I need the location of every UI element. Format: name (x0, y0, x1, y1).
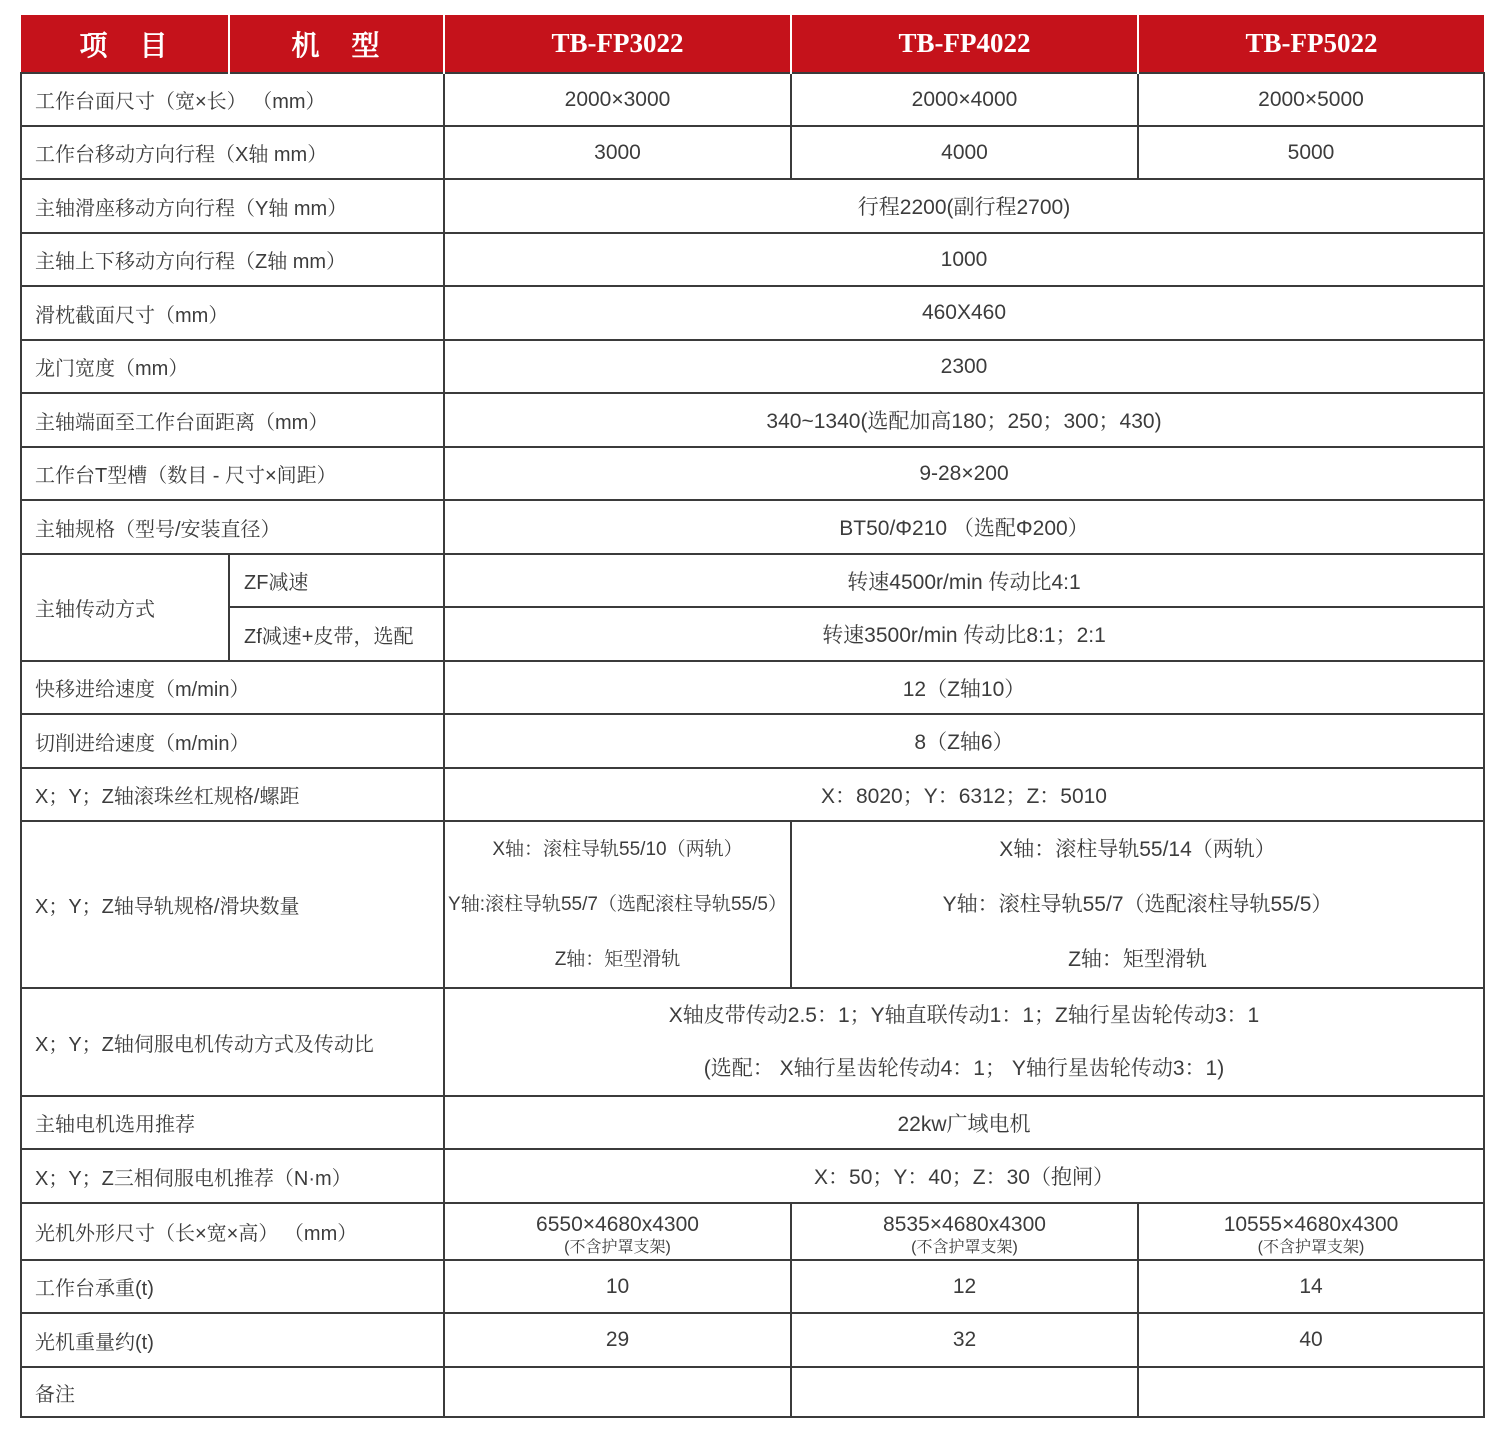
ballscrew-value: X：8020；Y：6312；Z：5010 (444, 768, 1484, 821)
row-label-y-travel: 主轴滑座移动方向行程（Y轴 mm） (21, 179, 444, 233)
header-model-tb-fp5022: TB-FP5022 (1138, 15, 1484, 73)
guideway-fp3022-y: Y轴:滚柱导轨55/7（选配滚柱导轨55/5） (448, 894, 787, 915)
servo-drive-line2: (选配： X轴行星齿轮传动4：1； Y轴行星齿轮传动3：1) (703, 1057, 1225, 1080)
remarks-fp4022 (791, 1367, 1138, 1417)
remarks-fp5022 (1138, 1367, 1484, 1417)
table-size-fp4022: 2000×4000 (791, 73, 1138, 126)
header-row (21, 15, 1484, 73)
row-label-servo-motor: X；Y；Z三相伺服电机推荐（N·m） (21, 1149, 444, 1203)
row-label-dimensions: 光机外形尺寸（长×宽×高） （mm） (21, 1203, 444, 1260)
t-slot-value: 9-28×200 (444, 447, 1484, 500)
row-gantry-width (21, 340, 1484, 393)
row-label-rapid-feed: 快移进给速度（m/min） (21, 661, 444, 714)
guideway-fp4022-z: Z轴：矩型滑轨 (1068, 948, 1207, 971)
servo-drive-line1: X轴皮带传动2.5：1；Y轴直联传动1：1；Z轴行星齿轮传动3：1 (668, 1004, 1260, 1027)
row-remarks (21, 1367, 1484, 1417)
row-t-slot (21, 447, 1484, 500)
guideway-fp4022-5022-cell (791, 821, 1484, 988)
table-load-fp3022: 10 (444, 1260, 791, 1313)
row-label-spindle-spec: 主轴规格（型号/安装直径） (21, 500, 444, 554)
cutting-feed-value: 8（Z轴6） (444, 714, 1484, 768)
row-label-spindle-motor: 主轴电机选用推荐 (21, 1096, 444, 1149)
row-label-spindle-drive: 主轴传动方式 (21, 554, 229, 661)
x-travel-fp4022: 4000 (791, 126, 1138, 179)
row-label-remarks: 备注 (21, 1367, 444, 1417)
spindle-spec-value: BT50/Φ210 （选配Φ200） (444, 500, 1484, 554)
spindle-to-table-value: 340~1340(选配加高180；250；300；430) (444, 393, 1484, 447)
row-label-ballscrew: X；Y；Z轴滚珠丝杠规格/螺距 (21, 768, 444, 821)
z-travel-value: 1000 (444, 233, 1484, 286)
guideway-fp3022-x: X轴：滚柱导轨55/10（两轨） (492, 839, 743, 860)
table-size-fp3022: 2000×3000 (444, 73, 791, 126)
spindle-drive-sublabel-belt: Zf减速+皮带，选配 (229, 607, 444, 661)
dimensions-fp5022-note: (不含护罩支架) (1257, 1239, 1365, 1256)
spindle-motor-value: 22kw广域电机 (444, 1096, 1484, 1149)
row-label-machine-weight: 光机重量约(t) (21, 1313, 444, 1367)
guideway-fp4022-y: Y轴：滚柱导轨55/7（选配滚柱导轨55/5） (942, 893, 1333, 916)
rapid-feed-value: 12（Z轴10） (444, 661, 1484, 714)
header-item-label: 项 目 (21, 15, 229, 73)
machine-weight-fp3022: 29 (444, 1313, 791, 1367)
row-label-table-load: 工作台承重(t) (21, 1260, 444, 1313)
row-label-gantry-width: 龙门宽度（mm） (21, 340, 444, 393)
row-spindle-motor (21, 1096, 1484, 1149)
header-model-tb-fp4022: TB-FP4022 (791, 15, 1138, 73)
remarks-fp3022 (444, 1367, 791, 1417)
row-label-x-travel: 工作台移动方向行程（X轴 mm） (21, 126, 444, 179)
dimensions-fp4022-value: 8535×4680x4300 (883, 1213, 1046, 1236)
row-label-spindle-to-table: 主轴端面至工作台面距离（mm） (21, 393, 444, 447)
row-label-cutting-feed: 切削进给速度（m/min） (21, 714, 444, 768)
guideway-fp4022-x: X轴：滚柱导轨55/14（两轨） (999, 838, 1276, 861)
guideway-fp3022-z: Z轴：矩型滑轨 (554, 949, 681, 970)
machine-weight-fp4022: 32 (791, 1313, 1138, 1367)
header-model-tb-fp3022: TB-FP3022 (444, 15, 791, 73)
dimensions-fp3022-cell (444, 1203, 791, 1260)
row-label-ram-section: 滑枕截面尺寸（mm） (21, 286, 444, 340)
machine-weight-fp5022: 40 (1138, 1313, 1484, 1367)
row-label-t-slot: 工作台T型槽（数目 - 尺寸×间距） (21, 447, 444, 500)
spindle-drive-sublabel-zf: ZF减速 (229, 554, 444, 607)
y-travel-value: 行程2200(副行程2700) (444, 179, 1484, 233)
row-spindle-drive-belt (21, 607, 1484, 661)
gantry-width-value: 2300 (444, 340, 1484, 393)
row-servo-motor (21, 1149, 1484, 1203)
row-table-load (21, 1260, 1484, 1313)
dimensions-fp3022-note: (不含护罩支架) (564, 1239, 671, 1256)
dimensions-fp3022-value: 6550×4680x4300 (536, 1213, 699, 1236)
header-model-label: 机 型 (229, 15, 444, 73)
row-guideway (21, 821, 1484, 988)
row-label-table-size: 工作台面尺寸（宽×长） （mm） (21, 73, 444, 126)
row-spindle-drive-zf (21, 554, 1484, 607)
dimensions-fp5022-cell (1138, 1203, 1484, 1260)
row-ram-section (21, 286, 1484, 340)
servo-motor-value: X：50；Y：40；Z：30（抱闸） (444, 1149, 1484, 1203)
x-travel-fp3022: 3000 (444, 126, 791, 179)
table-load-fp4022: 12 (791, 1260, 1138, 1313)
ram-section-value: 460X460 (444, 286, 1484, 340)
row-table-size (21, 73, 1484, 126)
dimensions-fp4022-note: (不含护罩支架) (911, 1239, 1018, 1256)
row-z-travel (21, 233, 1484, 286)
row-rapid-feed (21, 661, 1484, 714)
row-cutting-feed (21, 714, 1484, 768)
spindle-drive-zf-value: 转速4500r/min 传动比4:1 (444, 554, 1484, 607)
row-ballscrew (21, 768, 1484, 821)
servo-drive-cell (444, 988, 1484, 1096)
dimensions-fp5022-value: 10555×4680x4300 (1223, 1213, 1399, 1236)
x-travel-fp5022: 5000 (1138, 126, 1484, 179)
spec-table (20, 15, 1485, 1418)
row-y-travel (21, 179, 1484, 233)
table-size-fp5022: 2000×5000 (1138, 73, 1484, 126)
dimensions-fp4022-cell (791, 1203, 1138, 1260)
row-label-servo-drive: X；Y；Z轴伺服电机传动方式及传动比 (21, 988, 444, 1096)
row-spindle-to-table (21, 393, 1484, 447)
row-label-z-travel: 主轴上下移动方向行程（Z轴 mm） (21, 233, 444, 286)
row-dimensions (21, 1203, 1484, 1260)
row-machine-weight (21, 1313, 1484, 1367)
spindle-drive-belt-value: 转速3500r/min 传动比8:1；2:1 (444, 607, 1484, 661)
row-x-travel (21, 126, 1484, 179)
row-spindle-spec (21, 500, 1484, 554)
row-servo-drive (21, 988, 1484, 1096)
table-load-fp5022: 14 (1138, 1260, 1484, 1313)
row-label-guideway: X；Y；Z轴导轨规格/滑块数量 (21, 821, 444, 988)
guideway-fp3022-cell (444, 821, 791, 988)
